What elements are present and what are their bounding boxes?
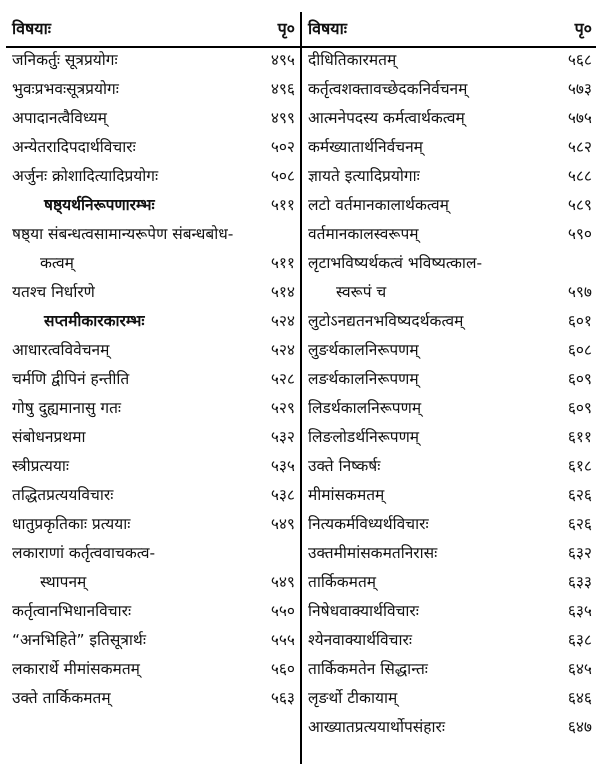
contents-entry [302, 713, 600, 742]
entry-page-number: ५२९ [270, 399, 295, 417]
entry-page-number: ५७३ [567, 80, 592, 98]
left-column [0, 12, 301, 768]
contents-entry [302, 626, 600, 655]
contents-entry [0, 626, 301, 655]
entry-page-number: ४९९ [270, 109, 295, 127]
entry-title: षष्ठ्या संबन्धत्वसामान्यरूपेण संबन्धबोध- [12, 225, 234, 243]
entry-title: “अनभिहिते” इतिसूत्रार्थः [12, 631, 146, 649]
entry-page-number: ६०१ [567, 312, 592, 330]
contents-entry [0, 278, 301, 307]
contents-entry [0, 249, 301, 278]
entry-title: तार्किकमतेन सिद्धान्तः [308, 660, 428, 678]
contents-entry [302, 307, 600, 336]
entry-page-number: ६४७ [567, 718, 592, 736]
entry-page-number: ५९० [567, 225, 592, 243]
contents-entry [0, 597, 301, 626]
entry-title: अन्येतरादिपदार्थविचारः [12, 138, 136, 156]
entry-title: कर्मख्यातार्थनिर्वचनम् [308, 138, 423, 156]
entry-title: चर्मणि द्वीपिनं हन्तीति [12, 370, 130, 388]
contents-entry [0, 365, 301, 394]
entry-title: उक्ते निष्कर्षः [308, 457, 381, 475]
entry-title: लटो वर्तमानकालार्थकत्वम् [308, 196, 449, 214]
entry-title: अपादानत्वैविध्यम् [12, 109, 107, 127]
entry-title: भुवःप्रभवःसूत्रप्रयोगः [12, 80, 119, 98]
entry-title: श्येनवाक्यार्थविचारः [308, 631, 412, 649]
entry-page-number: ६०९ [567, 399, 592, 417]
entry-title: स्वरूपं च [336, 283, 387, 301]
entry-page-number: ५४९ [270, 573, 295, 591]
contents-entry [302, 104, 600, 133]
entry-title: स्थापनम् [40, 573, 87, 591]
entry-page-number: ५५० [270, 602, 295, 620]
entry-page-number: ५२४ [270, 341, 295, 359]
header-page: पृ० [574, 19, 592, 38]
contents-entry [302, 655, 600, 684]
contents-entry [302, 539, 600, 568]
entry-title: आत्मनेपदस्य कर्मत्वार्थकत्वम् [308, 109, 465, 127]
column-header [302, 12, 600, 46]
entry-title: आधारत्वविवेचनम् [12, 341, 110, 359]
entry-title: गोषु दुह्यमानासु गतः [12, 399, 122, 417]
contents-entry [0, 46, 301, 75]
entry-title: संबोधनप्रथमा [12, 428, 86, 446]
entry-page-number: ५२४ [270, 312, 295, 330]
entry-title: लिङलोडर्थनिरूपणम् [308, 428, 420, 446]
contents-entry [302, 336, 600, 365]
entry-page-number: ५७५ [567, 109, 592, 127]
entry-page-number: ६११ [567, 428, 592, 446]
entry-page-number: ५३८ [270, 486, 295, 504]
contents-entry [0, 684, 301, 713]
entry-title: लकाराणां कर्तृत्ववाचकत्व- [12, 544, 156, 562]
entry-title: लकारार्थे मीमांसकमतम् [12, 660, 140, 678]
entry-page-number: ६४६ [567, 689, 592, 707]
entry-page-number: ६३५ [567, 602, 592, 620]
entry-page-number: ५८२ [567, 138, 592, 156]
contents-entry [302, 278, 600, 307]
contents-entry [302, 133, 600, 162]
contents-entry [0, 539, 301, 568]
entry-page-number: ५६० [270, 660, 295, 678]
entry-page-number: ५८८ [567, 167, 592, 185]
contents-entry [302, 365, 600, 394]
entry-page-number: ५१४ [270, 283, 295, 301]
entry-title: मीमांसकमतम् [308, 486, 385, 504]
entry-page-number: ५३५ [270, 457, 295, 475]
contents-entry [0, 104, 301, 133]
entry-page-number: ५६३ [270, 689, 295, 707]
entry-title: जनिकर्तुः सूत्रप्रयोगः [12, 51, 118, 69]
right-column [302, 12, 600, 768]
entry-page-number: ५०८ [270, 167, 295, 185]
entry-title: यतश्च निर्धारणे [12, 283, 95, 301]
entry-title: तार्किकमतम् [308, 573, 377, 591]
contents-entry [302, 75, 600, 104]
section-heading-row [0, 191, 301, 220]
entry-page-number: ५६८ [567, 51, 592, 69]
entry-title: लङर्थकालनिरूपणम् [308, 370, 419, 388]
contents-entry [0, 133, 301, 162]
contents-entry [302, 249, 600, 278]
entry-page-number: ४९५ [270, 51, 295, 69]
entry-page-number: ५३२ [270, 428, 295, 446]
entry-page-number: ६०८ [567, 341, 592, 359]
contents-entry [302, 510, 600, 539]
entry-title: लिडर्थकालनिरूपणम् [308, 399, 422, 417]
entry-page-number: ५२८ [270, 370, 295, 388]
entry-title: उक्ते तार्किकमतम् [12, 689, 111, 707]
contents-entry [0, 510, 301, 539]
entry-page-number: ६३३ [567, 573, 592, 591]
entry-title: कर्तृत्वशक्तावच्छेदकनिर्वचनम् [308, 80, 468, 98]
entry-page-number: ५८९ [567, 196, 592, 214]
entry-title: लृटाभविष्यर्थकत्वं भविष्यत्काल- [308, 254, 483, 272]
entry-title: निषेधवाक्यार्थविचारः [308, 602, 419, 620]
contents-entry [302, 423, 600, 452]
contents-entry [0, 75, 301, 104]
contents-entry [302, 452, 600, 481]
header-subject: विषयाः [12, 19, 51, 38]
entry-title: लृङर्थो टीकायाम् [308, 689, 398, 707]
entry-page-number: ६३८ [567, 631, 592, 649]
column-header [0, 12, 301, 46]
entry-title: तद्धितप्रत्ययविचारः [12, 486, 114, 504]
entry-title: सप्तमीकारकारम्भः [44, 312, 145, 330]
entry-page-number: ५११ [270, 254, 295, 272]
contents-entry [302, 220, 600, 249]
entry-page-number: ५४९ [270, 515, 295, 533]
entry-title: कर्तृत्वानभिधानविचारः [12, 602, 132, 620]
contents-entry [302, 481, 600, 510]
contents-entry [0, 655, 301, 684]
header-page: पृ० [277, 19, 295, 38]
entry-title: स्त्रीप्रत्ययाः [12, 457, 70, 475]
contents-entry [0, 452, 301, 481]
contents-entry [0, 481, 301, 510]
entry-page-number: ५०२ [270, 138, 295, 156]
contents-entry [0, 423, 301, 452]
entry-page-number: ६२६ [567, 515, 592, 533]
contents-entry [302, 568, 600, 597]
entry-title: आख्यातप्रत्ययार्थोपसंहारः [308, 718, 445, 736]
entry-page-number: ६०९ [567, 370, 592, 388]
contents-entry [0, 568, 301, 597]
entry-title: धातुप्रकृतिकाः प्रत्ययाः [12, 515, 131, 533]
entry-page-number: ४९६ [270, 80, 295, 98]
contents-entry [302, 191, 600, 220]
entry-title: ज्ञायते इत्यादिप्रयोगाः [308, 167, 420, 185]
entry-page-number: ६३२ [567, 544, 592, 562]
entry-page-number: ५११ [270, 196, 295, 214]
contents-entry [0, 336, 301, 365]
entry-title: षष्ठ्यर्थनिरूपणारम्भः [44, 196, 155, 214]
entry-title: अर्जुनः क्रोशादित्यादिप्रयोगः [12, 167, 159, 185]
entry-title: वर्तमानकालस्वरूपम् [308, 225, 419, 243]
section-heading-row [0, 307, 301, 336]
entry-page-number: ६२६ [567, 486, 592, 504]
entry-page-number: ६४५ [567, 660, 592, 678]
entry-title: नित्यकर्मविध्यर्थविचारः [308, 515, 429, 533]
contents-entry [0, 162, 301, 191]
contents-entry [302, 162, 600, 191]
contents-entry [302, 394, 600, 423]
entry-title: लुङर्थकालनिरूपणम् [308, 341, 419, 359]
contents-entry [0, 220, 301, 249]
contents-entry [302, 684, 600, 713]
header-subject: विषयाः [308, 19, 347, 38]
contents-entry [302, 46, 600, 75]
entry-title: कत्वम् [40, 254, 74, 272]
contents-entry [302, 597, 600, 626]
entry-page-number: ५५५ [270, 631, 295, 649]
entry-title: उक्तमीमांसकमतनिरासः [308, 544, 438, 562]
contents-entry [0, 394, 301, 423]
entry-title: दीधितिकारमतम् [308, 51, 397, 69]
entry-page-number: ६१८ [567, 457, 592, 475]
entry-title: लुटोऽनद्यतनभविष्यदर्थकत्वम् [308, 312, 464, 330]
entry-page-number: ५९७ [567, 283, 592, 301]
